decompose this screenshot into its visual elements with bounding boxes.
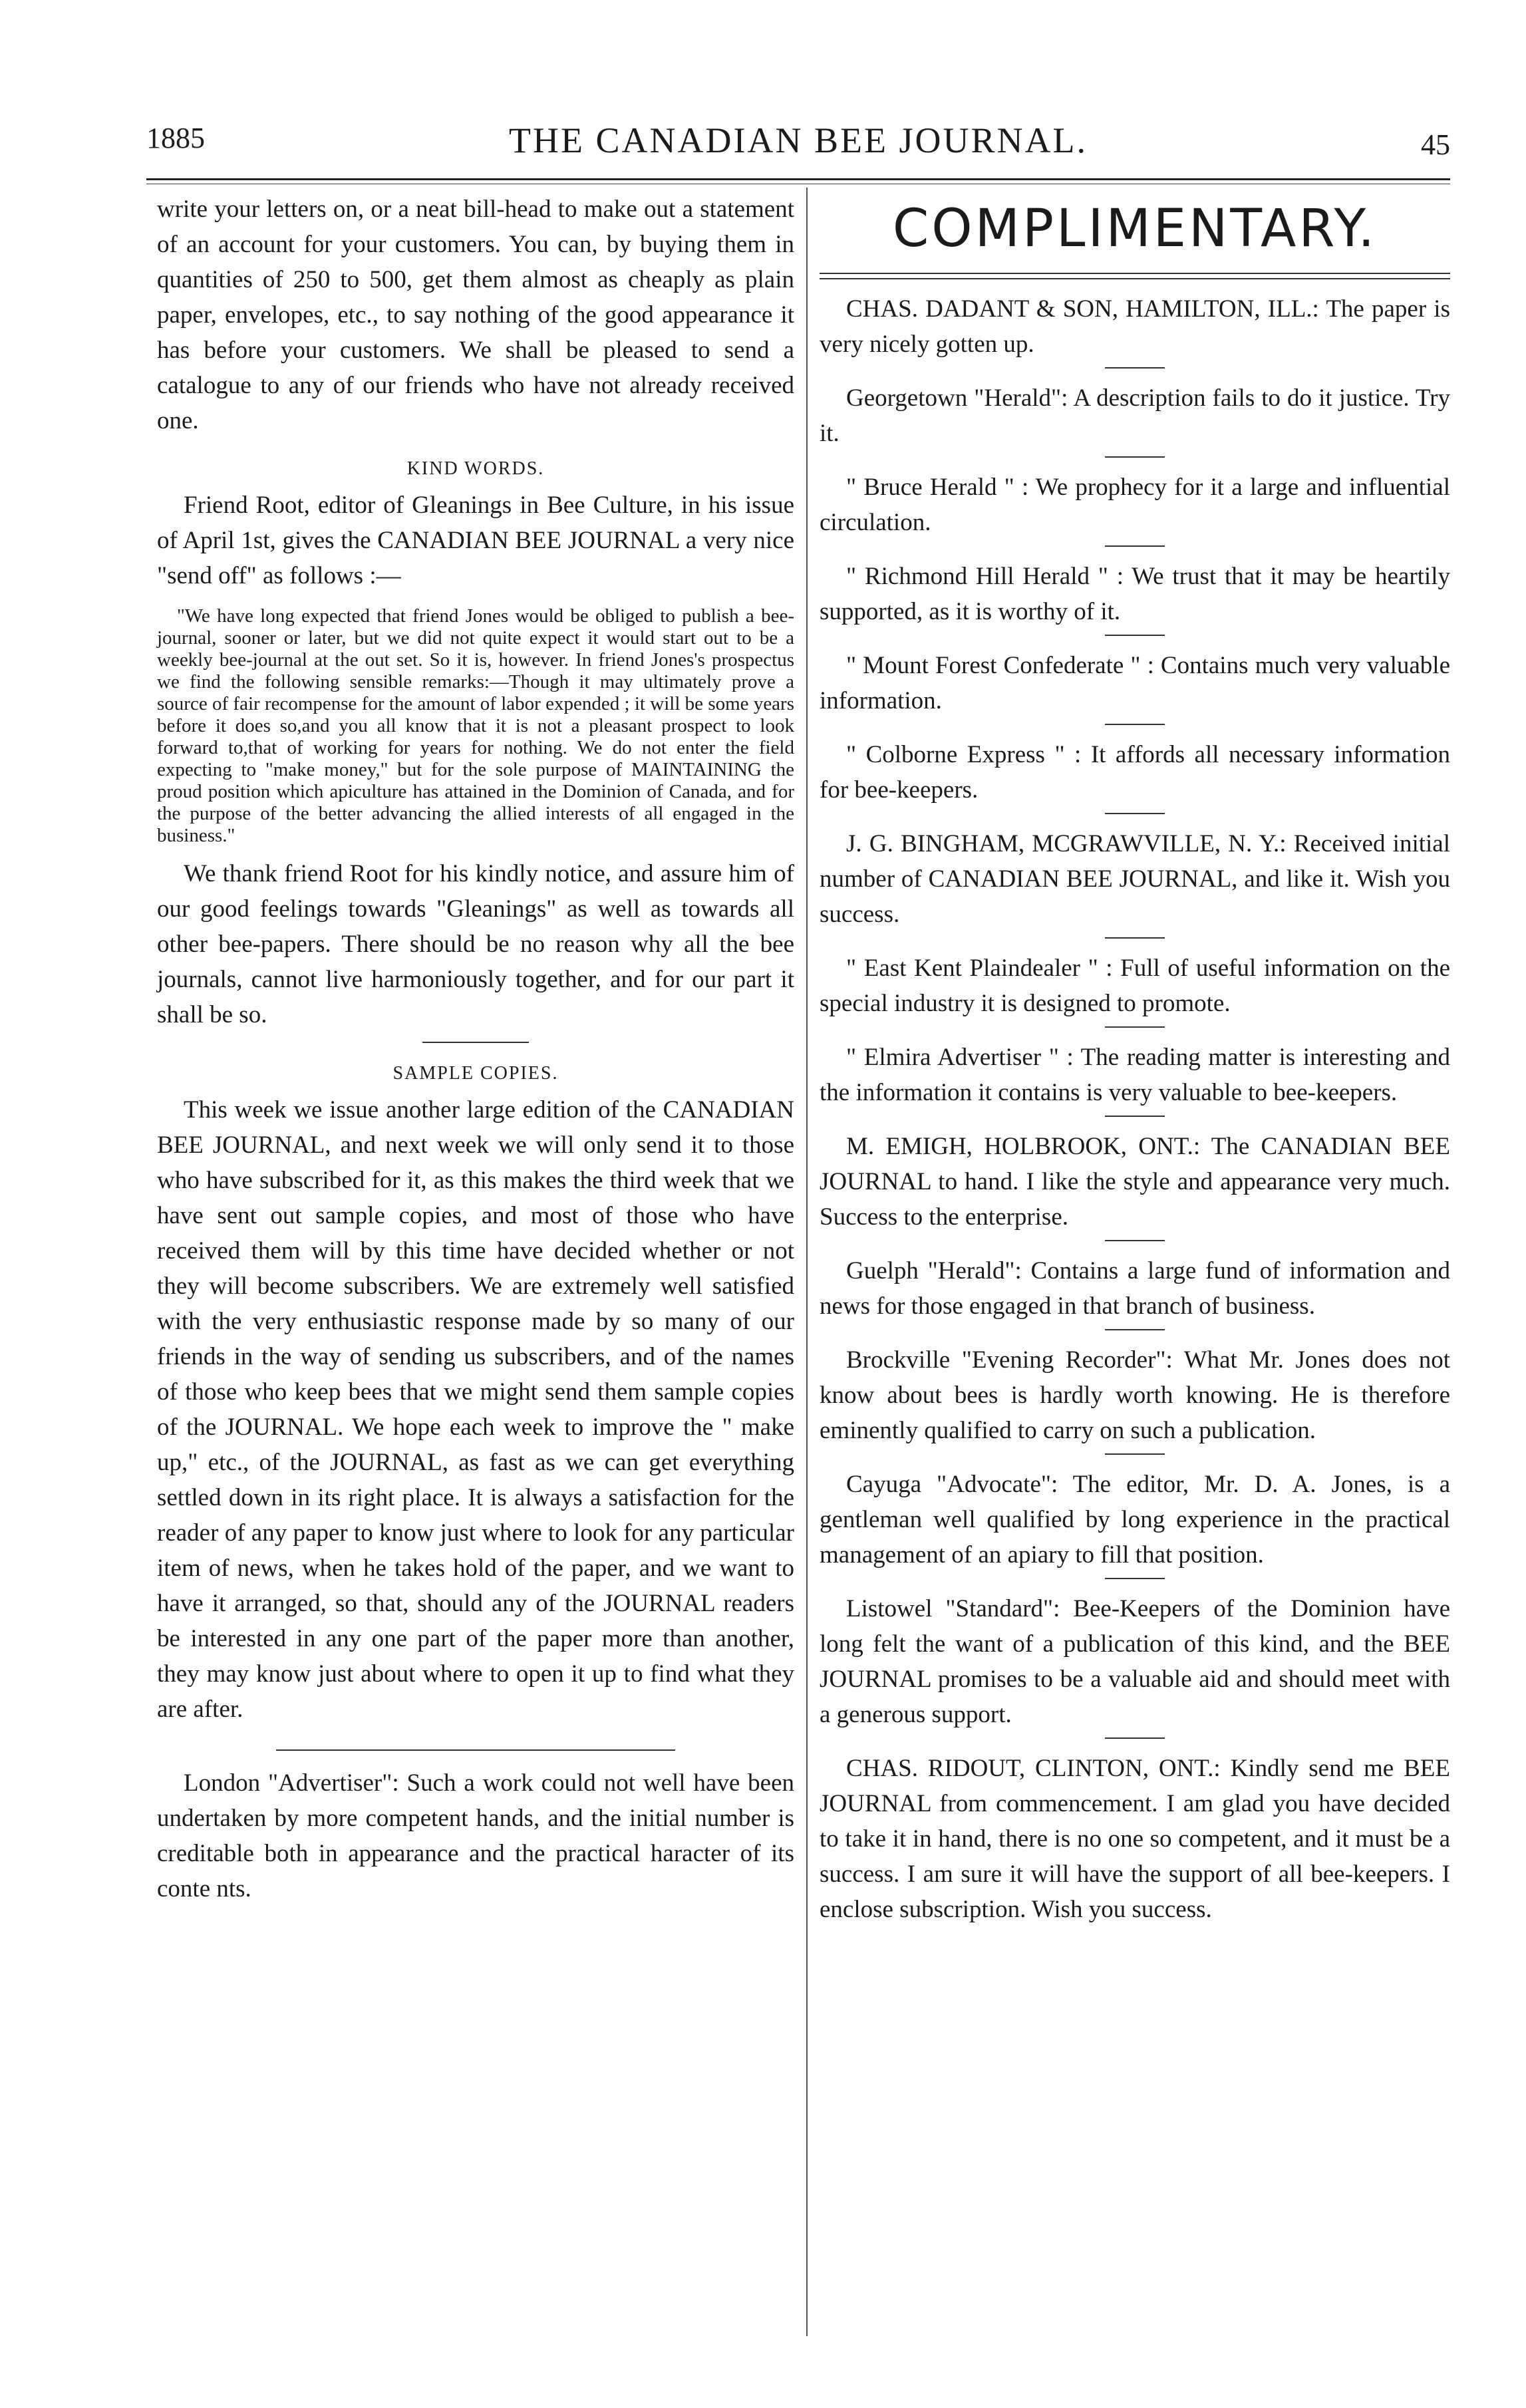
entry-separator [1105, 635, 1165, 636]
entry-separator [1105, 724, 1165, 725]
sample-copies-paragraph: This week we issue another large edition of the CANADIAN BEE JOURNAL, and next week we will only send it to those who have subscribed for it, as this makes the third week that we have sent out sample copies, and most of those who have received them will by this time have decided whether or not they will become subscribers. We are extremely well satisfied with the very enthusiastic response made by so many of our friends in the way of sending us subscribers, and of the names of those who keep bees that we might send them sample copies of the JOURNAL. We hope each week to improve the " make up," etc., of the JOURNAL, as fast as we can get everything settled down in its right place. It is always a satisfaction for the reader of any paper to know just where to look for any particular item of news, when he takes hold of the paper, and we want to have it arranged, so that, should any of the JOURNAL readers be interested in any one part of the paper more than another, they may know just about where to open it up to find what they are after. [157, 1096, 794, 1723]
column-divider [806, 188, 808, 2336]
testimonial-entry: Listowel "Standard": Bee-Keepers of the Dominion have long felt the want of a publication of this kind, and the BEE JOURNAL promises to be a valuable aid and should meet with a generous support. [820, 1595, 1450, 1728]
testimonial-entry: " Bruce Herald " : We prophecy for it a large and influential circulation. [820, 474, 1450, 536]
testimonial-entry: " Colborne Express " : It affords all necessary information for bee-keepers. [820, 741, 1450, 804]
testimonial-entry: " Elmira Advertiser " : The reading matter is interesting and the information it contains is very valuable to bee-keepers. [820, 1044, 1450, 1106]
testimonial-entry: " Richmond Hill Herald " : We trust that it may be heartily supported, as it is worthy of it. [820, 563, 1450, 625]
gleanings-quote: "We have long expected that friend Jones would be obliged to publish a bee-journal, sooner or later, but we did not quite expect it would start out to be a weekly bee-journal at the out set. So it is, however. In friend Jones's prospectus we find the following sensible remarks:—Though it may ultimately prove a source of fair recompense for the amount of labor expended ; it will be some years before it does so,and you all know that it is not a pleasant prospect to look forward to,that of working for years for nothing. We do not enter the field expecting to "make money," but for the sole purpose of MAINTAINING the proud position which apiculture has attained in the Dominion of Canada, and for the purpose of the better advancing the allied interests of all engaged in the business." [157, 605, 794, 846]
kind-words-reply: We thank friend Root for his kindly notice, and assure him of our good feelings towards "Gleanings" as well as towards all other bee-papers. There should be no reason why all the bee journals, cannot live harmoniously together, and for our part it shall be so. [157, 860, 794, 1028]
entry-separator [1105, 456, 1165, 458]
testimonial-entry: Cayuga "Advocate": The editor, Mr. D. A. Jones, is a gentleman well qualified by long experience in the practical management of an apiary to fill that position. [820, 1471, 1450, 1569]
entry-separator [1105, 1329, 1165, 1330]
testimonial-entry: Brockville "Evening Recorder": What Mr. Jones does not know about bees is hardly worth knowing. He is therefore eminently qualified to carry on such a publication. [820, 1346, 1450, 1444]
testimonial-entry: M. EMIGH, HOLBROOK, ONT.: The CANADIAN BEE JOURNAL to hand. I like the style and appearance very much. Success to the enterprise. [820, 1133, 1450, 1231]
entry-separator [1105, 813, 1165, 814]
testimonial-entry: Guelph "Herald": Contains a large fund of information and news for those engaged in that branch of business. [820, 1257, 1450, 1320]
page-number: 45 [1421, 128, 1450, 161]
header-rule [146, 178, 1450, 180]
entry-separator [1105, 1578, 1165, 1579]
section-separator [276, 1749, 675, 1751]
left-column [157, 192, 794, 1906]
right-column [820, 192, 1450, 1927]
kind-words-paragraph: Friend Root, editor of Gleanings in Bee Culture, in his issue of April 1st, gives the CANADIAN BEE JOURNAL a very nice "send off" as follows :— [157, 492, 794, 589]
entry-separator [1105, 1737, 1165, 1739]
london-advertiser-paragraph: London "Advertiser": Such a work could not well have been undertaken by more competent hands, and the initial number is creditable both in appearance and the practical haracter of its conte nts. [157, 1769, 794, 1902]
kind-words-heading: KIND WORDS. [406, 458, 545, 479]
header-year: 1885 [146, 122, 205, 154]
entry-separator [1105, 545, 1165, 547]
entry-separator [1105, 1116, 1165, 1117]
testimonial-entry: CHAS. DADANT & SON, HAMILTON, ILL.: The paper is very nicely gotten up. [820, 295, 1450, 358]
complimentary-heading: COMPLIMENTARY. [892, 199, 1378, 259]
entry-separator [1105, 1026, 1165, 1028]
testimonial-entry: " Mount Forest Confederate " : Contains much very valuable information. [820, 652, 1450, 714]
testimonial-entry: CHAS. RIDOUT, CLINTON, ONT.: Kindly send me BEE JOURNAL from commencement. I am glad you have decided to take it in hand, there is no one so competent, and it must be a success. I am sure it will have the support of all bee-keepers. I enclose subscription. Wish you success. [820, 1755, 1450, 1923]
entry-separator [1105, 1453, 1165, 1455]
heading-rule [820, 273, 1450, 279]
intro-paragraph: write your letters on, or a neat bill-head to make out a statement of an account for your customers. You can, by buying them in quantities of 250 to 500, get them almost as cheaply as plain paper, envelopes, etc., to say nothing of the good appearance it has before your customers. We shall be pleased to send a catalogue to any of our friends who have not already received one. [157, 196, 794, 434]
testimonial-entry: J. G. BINGHAM, MCGRAWVILLE, N. Y.: Received initial number of CANADIAN BEE JOURNAL, and like it. Wish you success. [820, 830, 1450, 928]
testimonial-entry: Georgetown "Herald": A description fails to do it justice. Try it. [820, 384, 1450, 447]
entry-separator [1105, 367, 1165, 369]
testimonial-entry: " East Kent Plaindealer " : Full of useful information on the special industry it is designed to promote. [820, 955, 1450, 1017]
journal-title: THE CANADIAN BEE JOURNAL. [509, 120, 1088, 160]
entry-separator [1105, 937, 1165, 939]
section-separator [422, 1042, 529, 1043]
page-header [146, 113, 1450, 173]
entry-separator [1105, 1240, 1165, 1241]
sample-copies-heading: SAMPLE COPIES. [392, 1063, 559, 1084]
